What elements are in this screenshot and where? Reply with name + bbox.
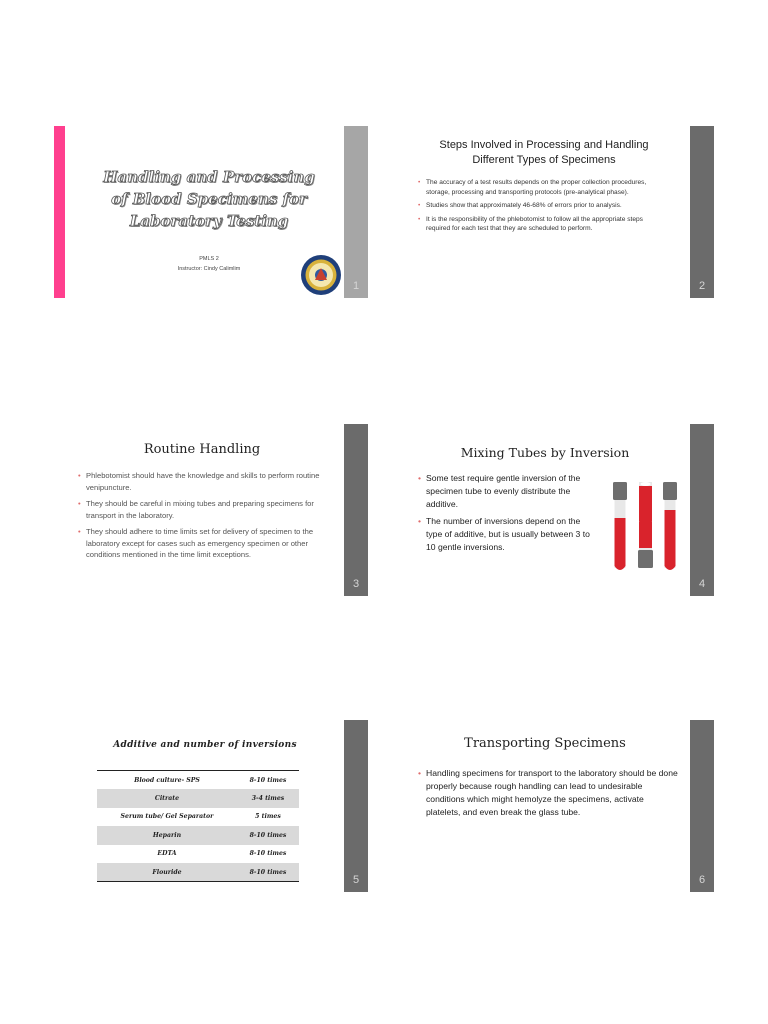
slide-sidebar <box>344 126 368 298</box>
slide-number: 6 <box>698 874 706 886</box>
bullet-item: • They should adhere to time limits set for delivery of specimen to the laboratory except for cases such as emergency specimen or other conditions mentioned in the time limit exceptions. <box>78 526 328 561</box>
inversions-cell: 3-4 times <box>237 789 299 807</box>
inversions-cell: 8-10 times <box>237 771 299 790</box>
additive-cell: Serum tube/ Gel Separator <box>120 813 214 821</box>
table-row <box>97 863 299 882</box>
bullet-item: • The accuracy of a test results depends on the proper collection procedures, storage, processing and transporting protocols (pre-analytical phase). <box>418 178 668 197</box>
slide-number: 4 <box>698 578 706 590</box>
slide-title-line-1: Steps Involved in Processing and Handling <box>439 139 649 151</box>
inversions-cell: 5 times <box>255 813 281 821</box>
accent-bar <box>54 126 65 298</box>
slide-number: 3 <box>352 578 360 590</box>
additive-cell: EDTA <box>157 850 177 858</box>
slide-2 <box>400 126 714 298</box>
bullet-list <box>78 470 328 566</box>
bullet-item: • Handling specimens for transport to the laboratory should be done properly because rough handling can lead to undesirable conditions which might hemolyze the specimens, activate platelets, and even break the glass tube. <box>418 767 680 819</box>
slide-6 <box>400 720 714 892</box>
slide-4 <box>400 424 714 596</box>
inversions-table <box>97 770 299 882</box>
additive-cell: Citrate <box>97 789 237 807</box>
additive-cell: Flouride <box>97 863 237 882</box>
slide-sidebar <box>690 720 714 892</box>
bullet-item: • Studies show that approximately 46-68% of errors prior to analysis. <box>418 201 668 211</box>
instructor-name: Instructor: Cindy Calimlim <box>177 266 241 272</box>
slide-title: Handling and Processing of Blood Specimens for Laboratory Testing <box>103 168 315 230</box>
school-seal-icon <box>300 254 342 296</box>
slide-title: Additive and number of inversions <box>113 740 297 750</box>
slide-sidebar <box>344 720 368 892</box>
inversions-cell: 8-10 times <box>249 850 287 858</box>
blood-tubes-icon <box>610 482 680 576</box>
slide-title: Transporting Specimens <box>464 736 626 751</box>
additive-cell: Blood culture- SPS <box>97 771 237 790</box>
inversions-cell: 8-10 times <box>237 826 299 844</box>
slide-sidebar <box>344 424 368 596</box>
bullet-item: • Phlebotomist should have the knowledge and skills to perform routine venipuncture. <box>78 470 328 493</box>
bullet-item: • It is the responsibility of the phlebotomist to follow all the appropriate steps required for each test that they are scheduled to perform. <box>418 215 668 234</box>
table-row <box>97 808 299 826</box>
slide-sidebar <box>690 126 714 298</box>
bullet-list <box>418 472 594 558</box>
course-code: PMLS 2 <box>199 256 219 262</box>
slide-title <box>414 138 674 168</box>
table-row <box>97 826 299 844</box>
slide-number: 5 <box>352 874 360 886</box>
additive-cell: Heparin <box>97 826 237 844</box>
inversions-cell: 8-10 times <box>237 863 299 882</box>
slide-3 <box>54 424 368 596</box>
bullet-list <box>418 178 668 238</box>
slide-number: 1 <box>352 280 360 292</box>
slide-title: Mixing Tubes by Inversion <box>460 445 630 460</box>
bullet-list <box>418 767 680 819</box>
slide-number: 2 <box>698 280 706 292</box>
slide-sidebar <box>690 424 714 596</box>
table-row <box>97 789 299 807</box>
slide-1 <box>54 126 368 298</box>
slide-title: Routine Handling <box>143 442 261 457</box>
table-row <box>97 771 299 790</box>
slide-subtitle <box>154 254 264 274</box>
bullet-item: • The number of inversions depend on the type of additive, but is usually between 3 to 10 gentle inversions. <box>418 515 594 554</box>
slide-title-line-2: Different Types of Specimens <box>472 154 616 166</box>
table-row <box>97 845 299 863</box>
slide-5 <box>54 720 368 892</box>
bullet-item: • They should be careful in mixing tubes and preparing specimens for transport in the laboratory. <box>78 498 328 521</box>
bullet-item: • Some test require gentle inversion of the specimen tube to evenly distribute the additive. <box>418 472 594 511</box>
